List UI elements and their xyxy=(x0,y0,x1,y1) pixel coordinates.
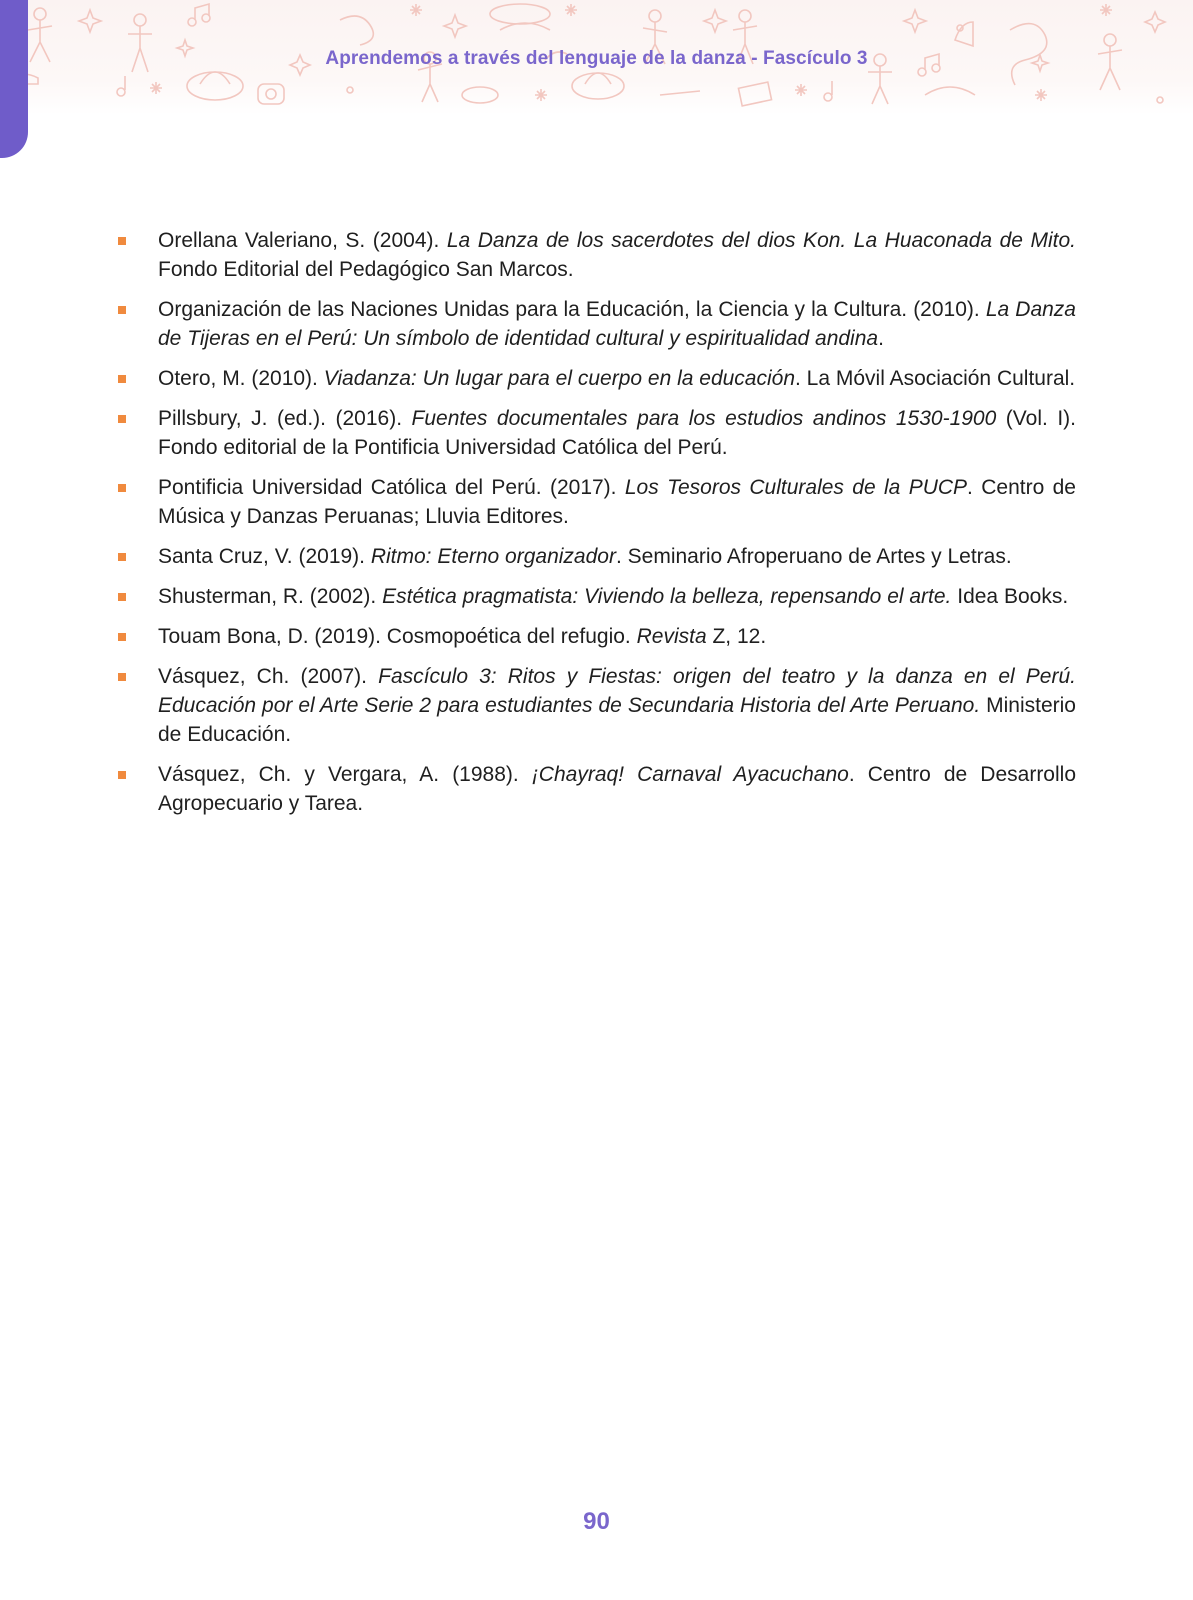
reference-text: Ministerio de Educación. xyxy=(158,694,1076,746)
reference-text: . Centro de Desarrollo Agropecuario y Tarea. xyxy=(158,763,1076,815)
reference-text: Z, 12. xyxy=(706,625,767,648)
reference-text: . La Móvil Asociación Cultural. xyxy=(795,367,1076,390)
bullet-square-icon xyxy=(118,306,126,314)
page-number: 90 xyxy=(583,1508,610,1535)
reference-item xyxy=(112,404,1076,462)
reference-text: . Centro de Música y Danzas Peruanas; Lluvia Editores. xyxy=(158,476,1076,528)
reference-text: . Seminario Afroperuano de Artes y Letras. xyxy=(615,545,1012,568)
bullet-square-icon xyxy=(118,415,126,423)
purple-side-tab xyxy=(0,0,28,158)
reference-title-italic: Fuentes documentales para los estudios andinos 1530-1900 xyxy=(411,407,997,430)
bullet-square-icon xyxy=(118,673,126,681)
reference-item xyxy=(112,582,1076,611)
bullet-square-icon xyxy=(118,237,126,245)
reference-text: (Vol. I). Fondo editorial de la Pontificia Universidad Católica del Perú. xyxy=(158,407,1076,459)
bullet-square-icon xyxy=(118,553,126,561)
reference-item xyxy=(112,662,1076,749)
reference-title-italic: Viadanza: Un lugar para el cuerpo en la educación xyxy=(323,367,796,390)
reference-text: Pontificia Universidad Católica del Perú. (2017). xyxy=(158,476,625,499)
bullet-square-icon xyxy=(118,771,126,779)
reference-title-italic: Ritmo: Eterno organizador xyxy=(370,545,616,568)
running-header-title: Aprendemos a través del lenguaje de la danza - Fascículo 3 xyxy=(325,48,868,69)
reference-text: Organización de las Naciones Unidas para la Educación, la Ciencia y la Cultura. (2010). xyxy=(158,298,986,321)
reference-item xyxy=(112,473,1076,531)
reference-title-italic: La Danza de los sacerdotes del dios Kon. La Huaconada de Mito. xyxy=(446,229,1076,252)
reference-title-italic: Revista xyxy=(636,625,707,648)
reference-item xyxy=(112,226,1076,284)
reference-text: . xyxy=(878,327,884,350)
reference-title-italic: Fascículo 3: Ritos y Fiestas: origen del teatro y la danza en el Perú. Educación por el Arte Serie 2 para estudiantes de Secundaria Historia del Arte Peruano. xyxy=(158,665,1076,717)
reference-list xyxy=(112,226,1076,829)
reference-title-italic: Los Tesoros Culturales de la PUCP xyxy=(624,476,968,499)
bullet-square-icon xyxy=(118,375,126,383)
reference-item xyxy=(112,622,1076,651)
reference-text: Touam Bona, D. (2019). Cosmopoética del refugio. xyxy=(158,625,637,648)
reference-text: Vásquez, Ch. (2007). xyxy=(158,665,379,688)
reference-title-italic: ¡Chayraq! Carnaval Ayacuchano xyxy=(531,763,849,786)
reference-text: Otero, M. (2010). xyxy=(158,367,324,390)
reference-text: Fondo Editorial del Pedagógico San Marcos. xyxy=(158,258,574,281)
bullet-square-icon xyxy=(118,633,126,641)
reference-text: Idea Books. xyxy=(951,585,1069,608)
reference-item xyxy=(112,760,1076,818)
reference-item xyxy=(112,295,1076,353)
reference-text: Santa Cruz, V. (2019). xyxy=(158,545,371,568)
reference-text: Pillsbury, J. (ed.). (2016). xyxy=(158,407,412,430)
reference-title-italic: La Danza de Tijeras en el Perú: Un símbolo de identidad cultural y espiritualidad andina xyxy=(158,298,1076,350)
reference-item xyxy=(112,364,1076,393)
reference-title-italic: Estética pragmatista: Viviendo la belleza, repensando el arte. xyxy=(382,585,952,608)
reference-item xyxy=(112,542,1076,571)
bullet-square-icon xyxy=(118,484,126,492)
bullet-square-icon xyxy=(118,593,126,601)
reference-text: Orellana Valeriano, S. (2004). xyxy=(158,229,447,252)
reference-text: Shusterman, R. (2002). xyxy=(158,585,383,608)
reference-text: Vásquez, Ch. y Vergara, A. (1988). xyxy=(158,763,532,786)
